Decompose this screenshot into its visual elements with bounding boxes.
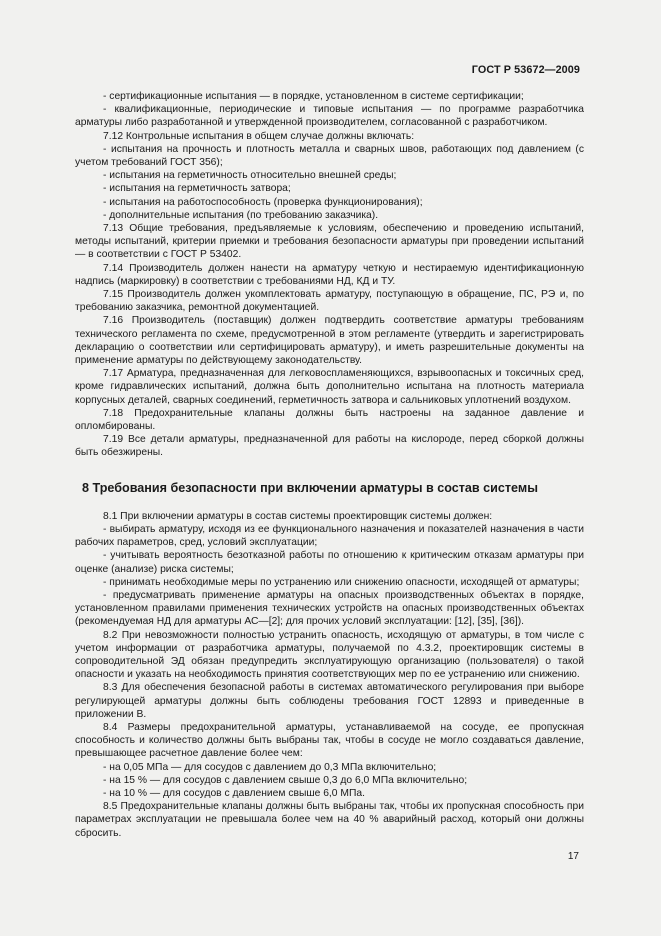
paragraph: - на 0,05 МПа — для сосудов с давлением до 0,3 МПа включительно; bbox=[103, 761, 437, 773]
paragraph: - испытания на работоспособность (проверка функционирования); bbox=[103, 196, 423, 208]
paragraph: - на 15 % — для сосудов с давлением свыше 0,3 до 6,0 МПа включительно; bbox=[103, 774, 468, 786]
paragraph: - учитывать вероятность безотказной работы по отношению к критическим отказам арматуры при оценке (анализе) риска системы; bbox=[75, 550, 584, 575]
paragraph: - дополнительные испытания (по требованию заказчика). bbox=[103, 209, 379, 221]
paragraph: 7.13 Общие требования, предъявляемые к условиям, обеспечению и проведению испытаний, методы испытаний, критерии приемки и требования безопасности арматуры при проведении испытаний — в соответствии с ГОСТ Р 53402. bbox=[75, 223, 584, 261]
paragraph: 8.5 Предохранительные клапаны должны быть выбраны так, чтобы их пропускная способность при параметрах эксплуатации не превышала более чем на 40 % аварийный расход, который они должны сбросить. bbox=[75, 801, 584, 839]
paragraph: 7.17 Арматура, предназначенная для легковоспламеняющихся, взрывоопасных и токсичных сред, кроме гидравлических испытаний, должна быть дополнительно испытана на плотность материала корпусных деталей, сварных соединений, герметичность затвора и сальниковых уплотнений воздухом. bbox=[75, 368, 584, 406]
paragraph: 7.19 Все детали арматуры, предназначенной для работы на кислороде, перед сборкой должны быть обезжирены. bbox=[75, 434, 584, 459]
document-body bbox=[75, 90, 584, 840]
page-number: 17 bbox=[567, 851, 579, 862]
paragraph: - предусматривать применение арматуры на опасных производственных объектах в порядке, установленном правилами применения технических устройств на опасных производственных объектах (рекомендуемая НД для арматуры АС—[2]; для прочих условий эксплуатации: [12], [35], [36]). bbox=[75, 589, 584, 628]
paragraph: 8.3 Для обеспечения безопасной работы в системах автоматического регулирования при выборе регулирующей арматуры должны быть соблюдены требования ГОСТ 12893 и приведенные в приложении В. bbox=[75, 682, 584, 720]
paragraph: 8.2 При невозможности полностью устранить опасность, исходящую от арматуры, в том числе с учетом информации от разработчика арматуры, получаемой по 4.3.2, проектировщик системы в сопроводительной ЭД обязан предупредить эксплуатирующую организацию (пользователя) о такой опасности и указать на необходимость принятия соответствующих мер по ее устранению или снижению. bbox=[75, 629, 584, 681]
paragraph: 8.4 Размеры предохранительной арматуры, устанавливаемой на сосуде, ее пропускная способность и количество должны быть выбраны так, чтобы в сосуде не могло создаваться давление, превышающее расчетное давление более чем: bbox=[75, 721, 584, 760]
paragraph: - испытания на герметичность затвора; bbox=[103, 183, 291, 195]
paragraph: 8.1 При включении арматуры в состав системы проектировщик системы должен: bbox=[103, 510, 493, 522]
paragraph: 7.16 Производитель (поставщик) должен подтвердить соответствие арматуры требованиям технического регламента по схеме, предусмотренной в этом регламенте (утвердить и зарегистрировать декларацию о соответствии или сертифицировать арматуру), и иметь разрешительные документы на применение арматуры по действующему законодательству. bbox=[75, 315, 584, 367]
paragraph: 7.14 Производитель должен нанести на арматуру четкую и нестираемую идентификационную надпись (маркировку) в соответствии с требованиями НД, КД и ТУ. bbox=[75, 262, 584, 287]
section-heading: 8 Требования безопасности при включении арматуры в состав системы bbox=[82, 480, 538, 495]
paragraph: - квалификационные, периодические и типовые испытания — по программе разработчика арматуры либо разработанной и утвержденной производителем, согласованной с разработчиком. bbox=[75, 104, 584, 129]
paragraph: - принимать необходимые меры по устранению или снижению опасности, исходящей от арматуры; bbox=[103, 576, 580, 588]
document-code: ГОСТ Р 53672—2009 bbox=[471, 64, 580, 76]
paragraph: - сертификационные испытания — в порядке, установленном в системе сертификации; bbox=[103, 91, 524, 102]
paragraph: - выбирать арматуру, исходя из ее функционального назначения и показателей назначения в части рабочих параметров, сред, условий эксплуатации; bbox=[75, 523, 584, 549]
paragraph: - на 10 % — для сосудов с давлением свыше 6,0 МПа. bbox=[103, 787, 365, 799]
paragraph: - испытания на прочность и плотность металла и сварных швов, работающих под давлением (с учетом требований ГОСТ 356); bbox=[75, 143, 584, 169]
paragraph: - испытания на герметичность относительно внешней среды; bbox=[103, 170, 397, 182]
paragraph: 7.18 Предохранительные клапаны должны быть настроены на заданное давление и опломбированы. bbox=[75, 407, 584, 433]
paragraph: 7.12 Контрольные испытания в общем случае должны включать: bbox=[103, 130, 415, 142]
paragraph: 7.15 Производитель должен укомплектовать арматуру, поступающую в обращение, ПС, РЭ и, по требованию заказчика, ремонтной документацией. bbox=[75, 289, 584, 314]
